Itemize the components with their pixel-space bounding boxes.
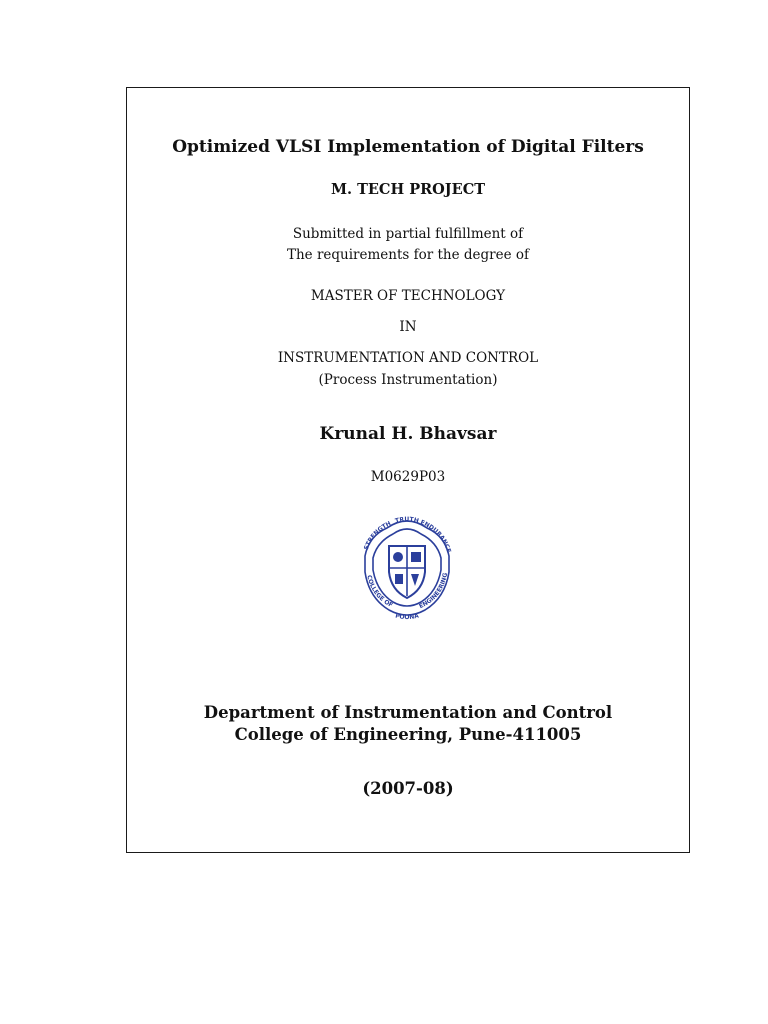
college-seal-svg [359, 512, 455, 622]
seal-top-text: TRUTH [394, 515, 420, 525]
svg-text:POONA [395, 612, 420, 621]
svg-text:TRUTH [394, 516, 419, 525]
in-word: IN [399, 319, 417, 335]
title-page-frame [126, 87, 690, 853]
specialization: (Process Instrumentation) [318, 372, 498, 388]
department-name: Department of Instrumentation and Control [203, 703, 613, 722]
author-name: Krunal H. Bhavsar [319, 424, 497, 444]
submission-line-2: The requirements for the degree of [286, 247, 530, 263]
branch-name: INSTRUMENTATION AND CONTROL [277, 350, 539, 366]
seal-lower-left-text: COLLEGE OF [365, 574, 394, 610]
seal-lower-right-text: ENGINEERING [418, 572, 450, 611]
seal-left-text: STRENGTH [362, 520, 393, 551]
college-seal-icon [359, 512, 455, 622]
thesis-title: Optimized VLSI Implementation of Digital Filters [172, 137, 644, 157]
submission-line-1: Submitted in partial fulfillment of [292, 226, 524, 242]
college-name: College of Engineering, Pune-411005 [234, 725, 582, 744]
academic-year: (2007-08) [362, 779, 454, 798]
project-type: M. TECH PROJECT [330, 181, 486, 198]
degree-name: MASTER OF TECHNOLOGY [310, 288, 506, 304]
roll-number: M0629P03 [370, 469, 446, 485]
seal-right-text: ENDURANCE [419, 518, 453, 554]
seal-bottom-text: POONA [394, 612, 420, 622]
